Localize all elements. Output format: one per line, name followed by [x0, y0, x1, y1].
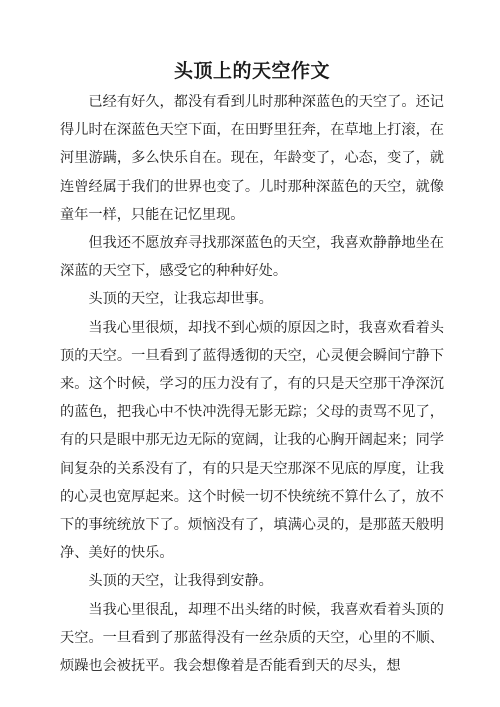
- paragraph: 但我还不愿放弃寻找那深蓝色的天空，我喜欢静静地坐在深蓝的天空下，感受它的种种好处。: [60, 235, 444, 280]
- paragraph: 头顶的天空，让我忘却世事。: [88, 291, 273, 308]
- document-title: 头顶上的天空作文: [173, 60, 330, 82]
- paragraph: 头顶的天空，让我得到安静。: [88, 573, 273, 590]
- paragraph: 已经有好久，都没有看到儿时那种深蓝色的天空了。还记得儿时在深蓝色天空下面，在田野里狂奔，在草地上打滚，在河里游蹒，多么快乐自在。现在，年龄变了，心态，变了，就连曾经属于我们的世界也变了。儿时那种深蓝色的天空，就像童年一样，只能在记忆里现。: [60, 94, 444, 223]
- paragraph: 当我心里很烦，却找不到心烦的原因之时，我喜欢看着头顶的天空。一旦看到了蓝得透彻的天空，心灵便会瞬间宁静下来。这个时候，学习的压力没有了，有的只是天空那干净深沉的蓝色，把我心中不快冲洗得无影无踪；父母的责骂不见了，有的只是眼中那无边无际的宽阔，让我的心胸开阔起来；同学间复杂的关系没有了，有的只是天空那深不见底的厚度，让我的心灵也宽厚起来。这个时候一切不快统统不算什么了，放不下的事统统放下了。烦恼没有了，填满心灵的，是那蓝天般明净、美好的快乐。: [60, 319, 444, 562]
- paragraph: 当我心里很乱，却理不出头绪的时候，我喜欢看着头顶的天空。一旦看到了那蓝得没有一丝杂质的天空，心里的不顺、烦躁也会被抚平。我会想像着是否能看到天的尽头，想: [60, 601, 444, 675]
